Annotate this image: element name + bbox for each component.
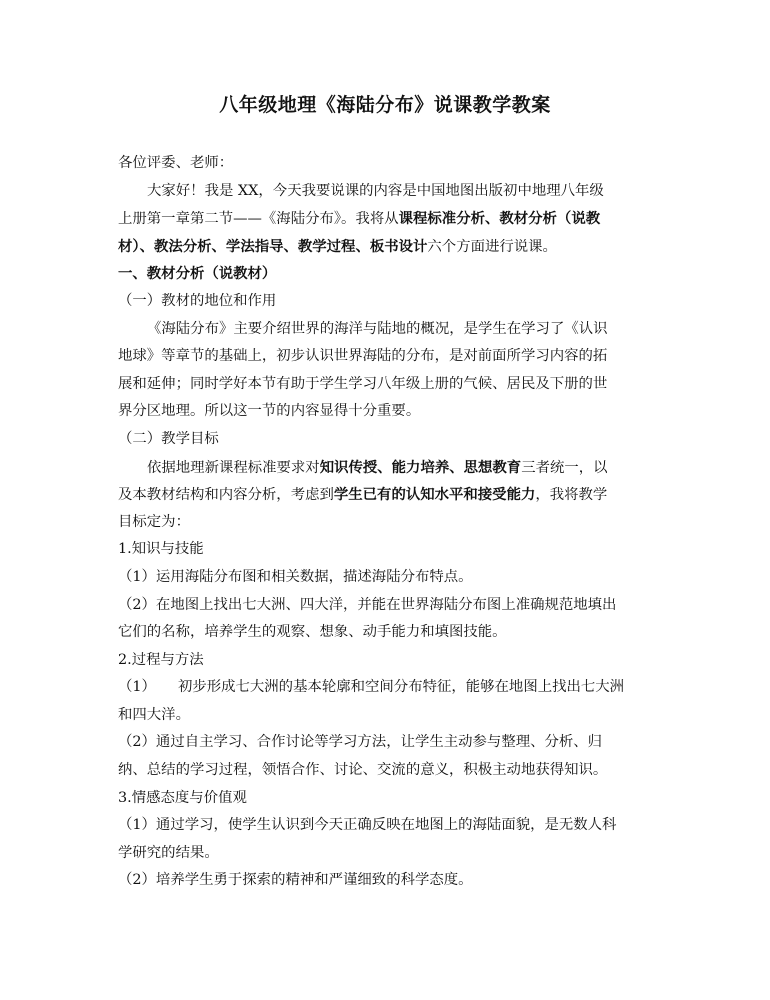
goal3-item-2: （2）培养学生勇于探索的精神和严谨细致的科学态度。 (118, 872, 473, 889)
sub2-line-1-text-c: 三者统一，以 (521, 459, 608, 476)
goal1-item-1: （1）运用海陆分布图和相关数据，描述海陆分布特点。 (118, 568, 473, 585)
intro-line-2 (118, 205, 658, 233)
sub2-line-1 (118, 454, 658, 482)
document-body (118, 150, 658, 895)
goal2-item-1-line-1 (118, 674, 658, 702)
goal2-heading: 2.过程与方法 (118, 651, 204, 668)
goal2-item-1-line-2: 和四大洋。 (118, 706, 190, 723)
goal1-item-2-line-2: 它们的名称，培养学生的观察、想象、动手能力和填图技能。 (118, 624, 507, 641)
goal3-heading: 3.情感态度与价值观 (118, 789, 247, 806)
goal3-item-1-line-2: 学研究的结果。 (118, 844, 219, 861)
intro-line-2-bold: 课程标准分析、教材分析（说教 (398, 210, 601, 228)
document-title: 八年级地理《海陆分布》说课教学教案 (219, 94, 551, 116)
intro-line-2-text: 上册第一章第二节——《海陆分布》。我将从 (118, 211, 399, 228)
intro-line-1: 大家好！我是 XX，今天我要说课的内容是中国地图出版初中地理八年级 (147, 182, 604, 199)
intro-line-3 (118, 233, 658, 261)
intro-line-3-bold: 材）、教法分析、学法指导、教学过程、板书设计 (118, 237, 428, 255)
sub2-line-1-bold: 知识传授、能力培养、思想教育 (319, 458, 522, 476)
sub2-line-1-text-a: 依据地理新课程标准要求对 (147, 459, 320, 476)
sub2-line-3: 目标定为： (118, 513, 190, 530)
sub1-line-3: 展和延伸；同时学好本节有助于学生学习八年级上册的气候、居民及下册的世 (118, 375, 608, 392)
greeting: 各位评委、老师： (118, 155, 234, 171)
subsection-heading-2: （二）教学目标 (118, 430, 219, 447)
sub2-line-2-text-c: ，我将教学 (535, 487, 608, 504)
sub1-line-4: 界分区地理。所以这一节的内容显得十分重要。 (118, 403, 421, 420)
intro-line-3-text: 六个方面进行说课。 (427, 238, 557, 255)
section-heading-1: 一、教材分析（说教材） (118, 265, 277, 283)
sub2-line-2-text-a: 及本教材结构和内容分析，考虑到 (118, 487, 334, 504)
goal1-item-2-line-1: （2）在地图上找出七大洲、四大洋，并能在世界海陆分布图上准确规范地填出 (118, 596, 617, 613)
goal2-item-1-text: 初步形成七大洲的基本轮廓和空间分布特征，能够在地图上找出七大洲 (177, 679, 625, 696)
goal2-item-2-line-1: （2）通过自主学习、合作讨论等学习方法，让学生主动参与整理、分析、归 (118, 734, 603, 751)
subsection-heading-1: （一）教材的地位和作用 (118, 292, 277, 309)
goal1-heading: 1.知识与技能 (118, 541, 204, 558)
sub1-line-2: 地球》等章节的基础上，初步认识世界海陆的分布，是对前面所学习内容的拓 (118, 348, 608, 365)
sub2-line-2-bold: 学生已有的认知水平和接受能力 (333, 486, 536, 504)
sub2-line-2 (118, 481, 658, 509)
goal2-item-1-number: （1） (118, 679, 156, 696)
sub1-line-1: 《海陆分布》主要介绍世界的海洋与陆地的概况，是学生在学习了《认识 (147, 320, 608, 337)
goal3-item-1-line-1: （1）通过学习，使学生认识到今天正确反映在地图上的海陆面貌，是无数人科 (118, 817, 617, 834)
goal2-item-2-line-2: 纳、总结的学习过程，领悟合作、讨论、交流的意义，积极主动地获得知识。 (118, 762, 608, 779)
